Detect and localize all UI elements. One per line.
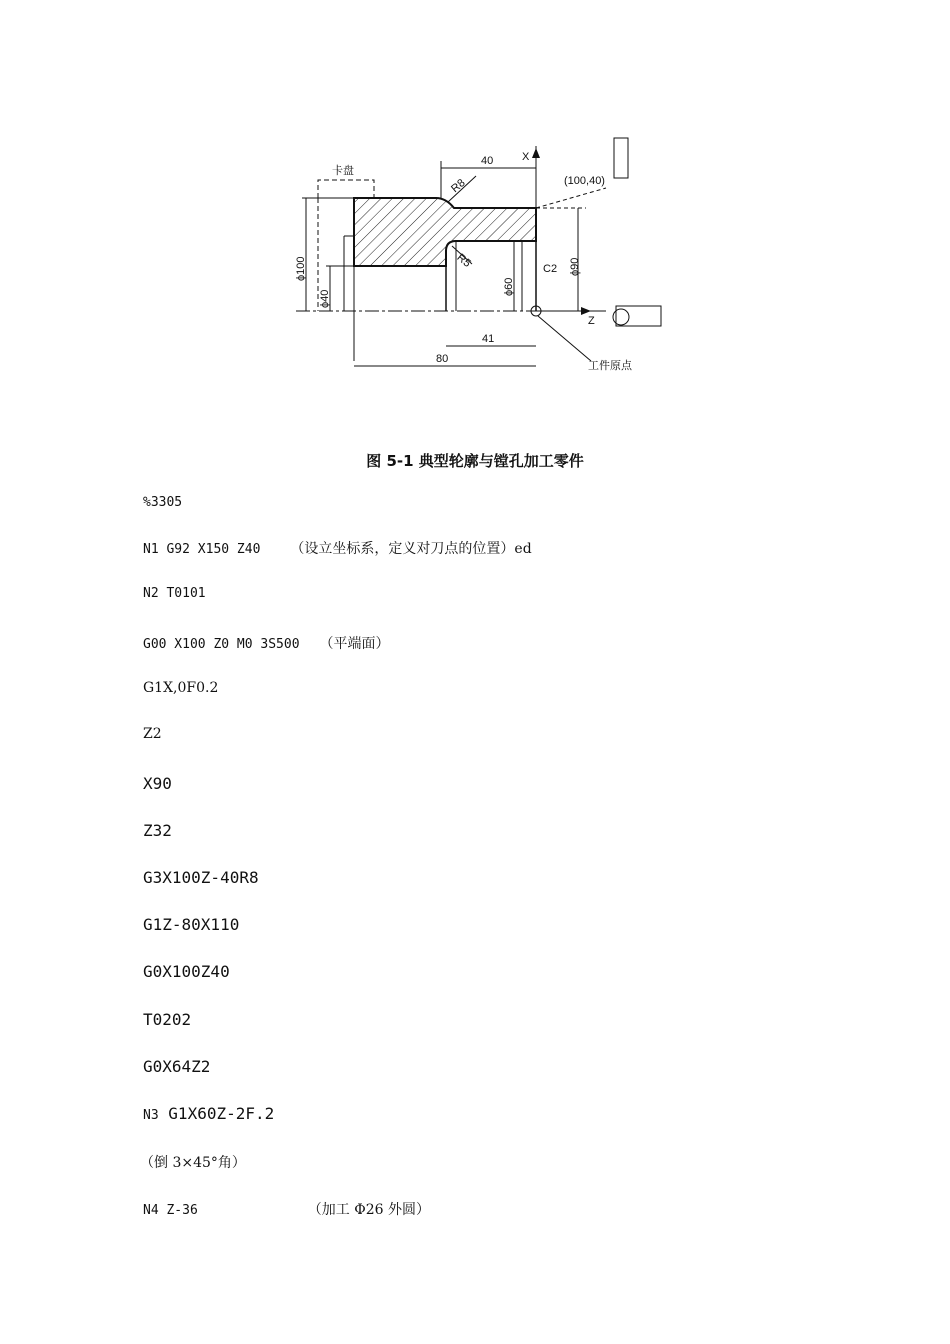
part-drawing: [296, 136, 676, 381]
chuck-outline: [318, 180, 374, 198]
label-chuck: 卡盘: [332, 165, 354, 177]
program-line: N4 Z-36 （加工 Φ26 外圆）: [143, 1202, 430, 1218]
part-drawing-svg: [296, 136, 676, 381]
label-origin: 工件原点: [588, 360, 632, 372]
label-dia90: ϕ90: [569, 257, 581, 276]
program-line: G1X,0F0.2: [143, 680, 219, 696]
part-section: [354, 198, 536, 266]
program-line: G0X100Z40: [143, 962, 230, 981]
program-line: N3 G1X60Z-2F.2: [143, 1104, 275, 1123]
label-dia60: ϕ60: [503, 277, 515, 296]
label-dia40: ϕ40: [319, 289, 331, 308]
program-line: G3X100Z-40R8: [143, 868, 259, 887]
program-line: Z2: [143, 726, 162, 742]
label-r8: R8: [449, 176, 468, 196]
label-dim-40: 40: [481, 155, 494, 167]
label-z-axis: Z: [588, 315, 595, 327]
label-x-axis: X: [522, 151, 530, 163]
program-line: %3305: [143, 495, 183, 510]
label-r5: R5: [454, 251, 473, 270]
program-line: T0202: [143, 1010, 192, 1029]
label-dim-80: 80: [436, 353, 449, 365]
label-dia100: ϕ100: [296, 256, 307, 281]
program-line: Z32: [143, 821, 172, 840]
program-line: G00 X100 Z0 M0 3S500 （平端面）: [143, 636, 390, 652]
program-line: N1 G92 X150 Z40 （设立坐标系，定义对刀点的位置）ed: [143, 541, 532, 557]
program-line: G1Z-80X110: [143, 915, 240, 934]
label-dim-41: 41: [482, 333, 495, 345]
program-line: N2 T0101: [143, 586, 206, 601]
figure-caption: 图 5-1 典型轮廓与镗孔加工零件: [366, 452, 584, 470]
program-line: X90: [143, 774, 172, 793]
label-tool-point: (100,40): [564, 175, 605, 187]
tool-icon: [614, 138, 628, 178]
label-c2: C2: [543, 263, 558, 275]
program-line: G0X64Z2: [143, 1057, 211, 1076]
program-line: （倒 3×45°角）: [140, 1155, 246, 1171]
